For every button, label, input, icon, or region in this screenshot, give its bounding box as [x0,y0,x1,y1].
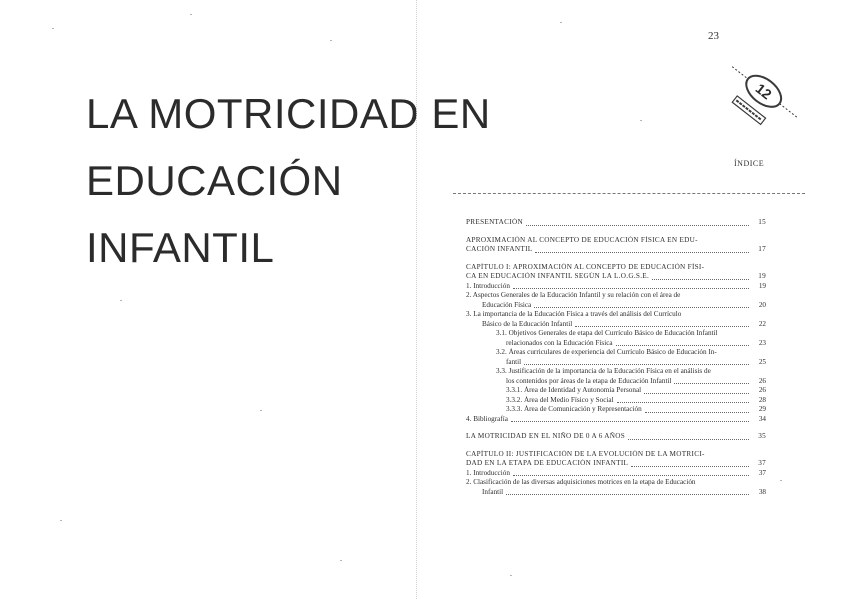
toc-leader-dots [513,475,749,476]
toc-entry-text: 4. Bibliografía [466,414,508,423]
page-number: 23 [708,30,719,42]
toc-entry-text: 1. Introducción [466,468,510,477]
toc-entry-text: LA MOTRICIDAD EN EL NIÑO DE 0 A 6 AÑOS [466,432,626,440]
book-title [86,80,491,281]
toc-entry-text: fantil [506,357,522,366]
toc-leader-dots [631,466,749,467]
toc-entry [466,282,766,292]
toc-page-number: 34 [758,414,766,423]
toc-entry-line: 2. Aspectos Generales de la Educación Infantil y su relación con el área de [466,291,681,299]
toc-entry [466,377,766,387]
toc-leader-dots [506,494,749,495]
toc-page-number: 19 [758,272,766,280]
toc-entry-line: CAPÍTULO II: JUSTIFICACIÓN DE LA EVOLUCIÓN DE LA MOTRICI- [466,449,705,458]
toc-leader-dots [652,279,749,280]
title-line-1: LA MOTRICIDAD EN [86,90,491,137]
toc-entry [466,405,766,415]
toc-leader-dots [524,364,749,365]
toc-leader-dots [617,402,749,403]
toc-leader-dots [535,252,749,253]
toc-leader-dots [534,307,749,308]
toc-page-number: 38 [758,487,766,496]
toc-page-number: 22 [758,319,766,328]
toc-page-number: 29 [758,405,766,413]
toc-leader-dots [616,345,749,346]
toc-entry-text: Básico de la Educación Infantil [482,319,573,328]
page-fold-line [416,0,418,599]
toc-leader-dots [644,393,749,394]
toc-entry-text: 1. Introducción [466,281,510,290]
toc-entry-line: 2. Clasificación de las diversas adquisiciones motrices en la etapa de Educación [466,478,696,486]
toc-page-number: 19 [758,281,766,290]
table-of-contents [466,218,766,497]
toc-leader-dots [645,412,749,413]
title-line-3: INFANTIL [86,224,275,271]
toc-page-number: 37 [758,468,766,477]
toc-leader-dots [526,225,749,226]
toc-gap [466,442,766,450]
library-stamp-icon [712,48,808,144]
toc-entry-text: relacionados con la Educación Física [506,338,613,347]
toc-entry-line: 3.3. Justificación de la importancia de la Educación Física en el análisis de [496,367,711,375]
toc-leader-dots [513,288,749,289]
toc-entry [466,415,766,425]
toc-entry [466,396,766,406]
toc-page-number: 25 [758,357,766,366]
toc-page-number: 23 [758,338,766,347]
toc-leader-dots [628,439,749,440]
toc-entry-line: CAPÍTULO I: APROXIMACIÓN AL CONCEPTO DE EDUCACIÓN FÍSI- [466,262,705,271]
toc-entry [466,488,766,498]
toc-leader-dots [575,326,749,327]
toc-entry-text: 3.3.2. Área del Medio Físico y Social [506,395,614,404]
toc-entry [466,218,766,228]
heading-rule [453,193,805,194]
toc-page-number: 17 [758,245,766,253]
toc-entry [466,301,766,311]
toc-entry [466,245,766,255]
toc-entry [466,432,766,442]
toc-page-number: 20 [758,300,766,309]
toc-entry-text: Infantil [482,487,504,496]
toc-entry [466,459,766,469]
toc-page-number: 37 [758,459,766,467]
title-line-2: EDUCACIÓN [86,157,343,204]
toc-entry [466,358,766,368]
toc-entry-line: 3. La importancia de la Educación Física a través del análisis del Currículo [466,310,682,318]
toc-page-number: 26 [758,376,766,385]
toc-entry-line: APROXIMACIÓN AL CONCEPTO DE EDUCACIÓN FÍSICA EN EDU- [466,235,698,244]
toc-entry [466,469,766,479]
toc-page-number: 35 [758,432,766,440]
toc-entry-text: los contenidos por áreas de la etapa de Educación Infantil [506,376,672,385]
toc-entry-text: 3.3.1. Área de Identidad y Autonomía Personal [506,386,642,394]
toc-entry [466,386,766,396]
toc-leader-dots [511,421,749,422]
toc-gap [466,255,766,263]
stamp-number: 12 [752,80,775,103]
toc-gap [466,424,766,432]
index-heading: ÍNDICE [734,159,765,168]
toc-gap [466,228,766,236]
toc-entry-text: Educación Física [482,300,532,309]
toc-entry-text: CA EN EDUCACIÓN INFANTIL SEGÚN LA L.O.G.S.E. [466,272,650,280]
toc-entry-text: PRESENTACIÓN [466,218,523,226]
toc-entry-text: 3.3.3. Área de Comunicación y Representación [506,405,642,413]
toc-entry [466,320,766,330]
toc-entry [466,272,766,282]
toc-entry-text: CACIÓN INFANTIL [466,245,533,253]
toc-page-number: 26 [758,386,766,394]
toc-entry-line: 3.2. Áreas curriculares de experiencia del Currículo Básico de Educación In- [496,348,717,356]
toc-leader-dots [674,383,749,384]
toc-page-number: 15 [758,218,766,226]
toc-page-number: 28 [758,395,766,404]
toc-entry-text: DAD EN LA ETAPA DE EDUCACIÓN INFANTIL [466,459,629,467]
toc-entry [466,339,766,349]
toc-entry-line: 3.1. Objetivos Generales de etapa del Currículo Básico de Educación Infantil [496,329,718,337]
